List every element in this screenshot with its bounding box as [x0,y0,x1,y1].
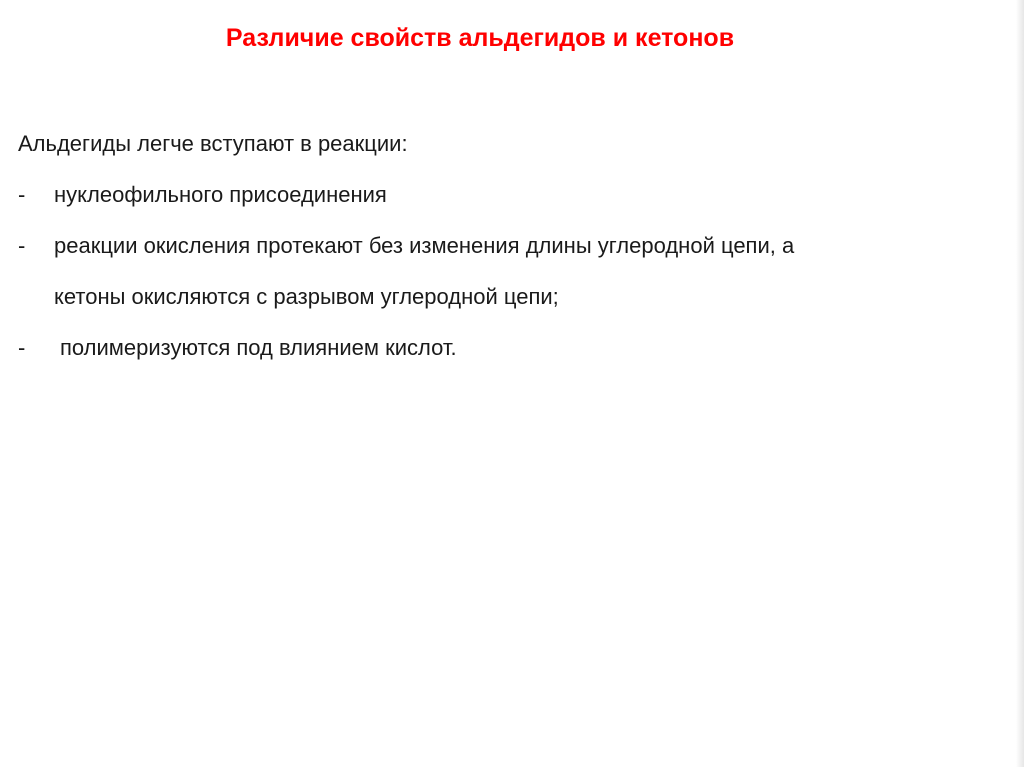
bullet-item [18,169,998,220]
bullet-continuation: кетоны окисляются с разрывом углеродной цепи; [54,284,559,309]
bullet-item [18,220,998,271]
bullet-marker: - [18,335,26,360]
bullet-text: нуклеофильного присоединения [54,182,387,207]
bullet-item [18,322,998,373]
bullet-marker: - [18,233,26,258]
slide-title: Различие свойств альдегидов и кетонов [225,24,735,52]
slide-edge [1016,0,1024,767]
bullet-text: реакции окисления протекают без изменения длины углеродной цепи, а [54,233,795,258]
bullet-text: полимеризуются под влиянием кислот. [60,335,457,360]
intro-line: Альдегиды легче вступают в реакции: [18,131,408,156]
bullet-marker: - [18,182,26,207]
slide-body [18,118,998,373]
